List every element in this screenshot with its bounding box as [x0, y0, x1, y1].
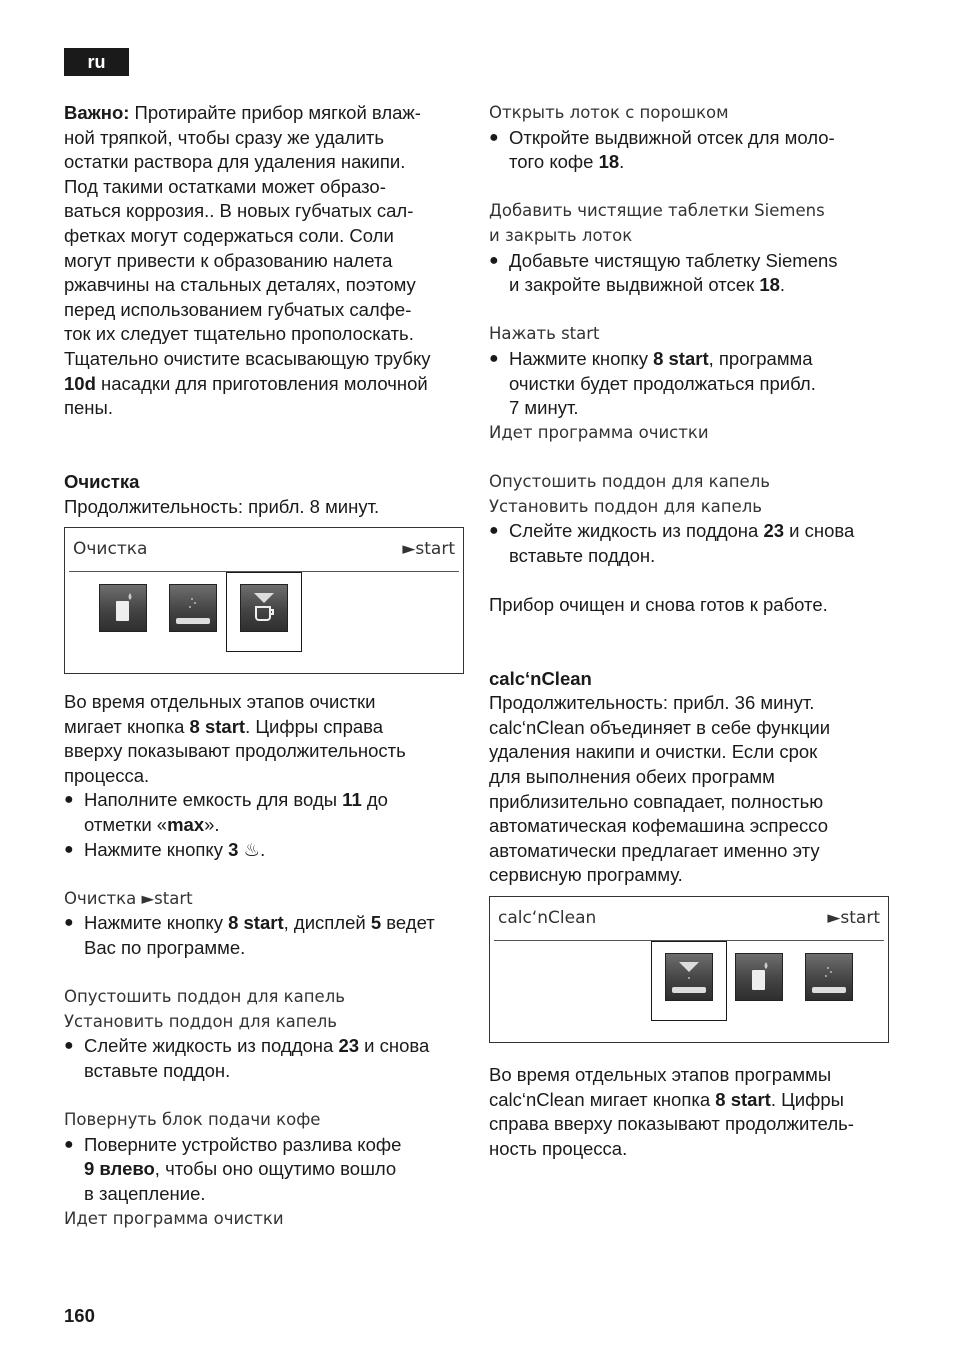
display-message: Опустошить поддон для капель [489, 471, 770, 491]
display-message: Опустошить поддон для капель [64, 987, 345, 1007]
display-title: Очистка [73, 539, 148, 560]
calcnclean-display-panel [489, 896, 889, 1043]
display-header [69, 528, 459, 572]
important-label: Важно: [64, 102, 130, 123]
display-message: и закрыть лоток [489, 225, 633, 245]
list-item: ● Поверните устройство разлива кофе 9 влево, чтобы оно ощутимо вошло в зацепление. [64, 1133, 466, 1207]
display-message: Идет программа очистки [489, 422, 709, 442]
left-column [64, 101, 466, 1231]
language-badge: ru [64, 48, 129, 76]
list-item: ● Нажмите кнопку 8 start, программа очистки будет продолжаться прибл. 7 минут. [489, 347, 891, 421]
section-heading-cleaning: Очистка [64, 470, 140, 492]
display-start: ►start [402, 539, 455, 560]
list-item: ● Добавьте чистящую таблетку Siemens и закройте выдвижной отсек 18. [489, 249, 891, 298]
important-note: Важно: Протирайте прибор мягкой влаж- ной тряпкой, чтобы сразу же удалить остатки раствора для удаления накипи. Под такими остатками может образо- ваться коррозия.. В новых губчатых сал- фетках могут содержаться соли. Соли могут привести к образованию налета ржавчины на стальных деталях, поэтому перед использованием губчатых салфе- ток их следует тщательно прополоскать. Тщательно очистите всасывающую трубку 10d насадки для приготовления молочной пены. [64, 102, 431, 419]
page-number: 160 [64, 1305, 95, 1326]
display-title: calc‘nClean [498, 908, 597, 929]
display-message: Добавить чистящие таблетки Siemens [489, 201, 825, 221]
drip-tray-icon [169, 584, 217, 632]
cleaning-tablet-icon [665, 953, 713, 1001]
milk-glass-icon [735, 953, 783, 1001]
cleaning-display-panel [64, 527, 464, 674]
list-item: ● Нажмите кнопку 3 ♨. [64, 838, 466, 863]
calcnclean-info: Во время отдельных этапов программы calc‘nClean мигает кнопка 8 start. Цифры справа вверху показывают продолжитель- ность процесса. [489, 1064, 854, 1159]
milk-glass-icon [99, 584, 147, 632]
display-message: Нажать start [489, 324, 600, 344]
list-item: ● Откройте выдвижной отсек для моло- того кофе 18. [489, 126, 891, 175]
display-start: ►start [827, 908, 880, 929]
display-message: Повернуть блок подачи кофе [64, 1110, 321, 1130]
cleaning-tablet-cup-icon [240, 584, 288, 632]
list-item: ● Слейте жидкость из поддона 23 и снова вставьте поддон. [489, 519, 891, 568]
right-column [489, 101, 891, 1161]
cleaning-duration: Продолжительность: прибл. 8 минут. [64, 495, 380, 517]
list-item: ● Наполните емкость для воды 11 до отметки «max». [64, 788, 466, 837]
display-message: Установить поддон для капель [489, 496, 762, 516]
display-message: Идет программа очистки [64, 1208, 284, 1228]
ready-message: Прибор очищен и снова готов к работе. [489, 593, 828, 615]
section-heading-calcnclean: calc‘nClean [489, 667, 592, 689]
list-item: ● Нажмите кнопку 8 start, дисплей 5 ведет Вас по программе. [64, 911, 466, 960]
drip-tray-icon [805, 953, 853, 1001]
cleaning-info: Во время отдельных этапов очистки мигает кнопка 8 start. Цифры справа вверху показывают продолжительность процесса. [64, 691, 406, 786]
list-item: ● Слейте жидкость из поддона 23 и снова вставьте поддон. [64, 1034, 466, 1083]
display-message: Открыть лоток с порошком [489, 103, 729, 122]
calcnclean-description: Продолжительность: прибл. 36 минут. calc‘nClean объединяет в себе функции удаления накипи и очистки. Если срок для выполнения обеих программ приблизительно совпадает, полностью автоматическая кофемашина эспрессо автоматически предлагает именно эту сервисную программу. [489, 692, 831, 886]
display-message: Установить поддон для капель [64, 1011, 337, 1031]
display-header [494, 897, 884, 941]
display-message: Очистка ►start [64, 888, 193, 908]
